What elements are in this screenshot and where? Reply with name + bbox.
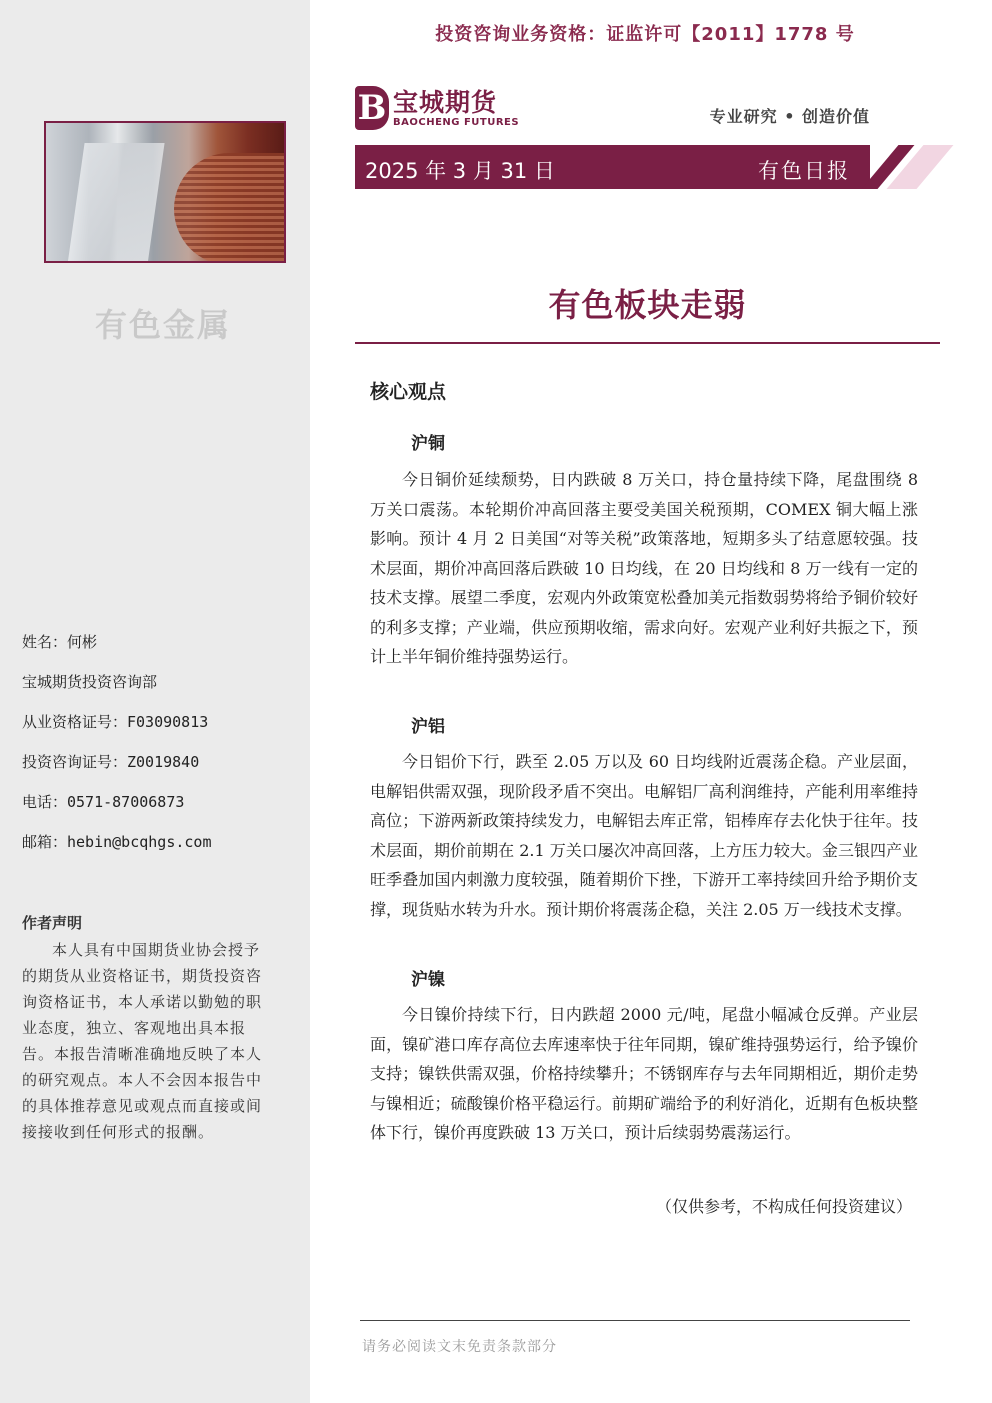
declaration-body: 本人具有中国期货业协会授予的期货从业资格证书，期货投资咨询资格证书，本人承诺以勤勉的职业态度，独立、客观地出具本报告。本报告清晰准确地反映了本人的研究观点。本人不会因本报告中的具体推荐意见或观点而直接或间接接收到任何形式的报酬。 [22, 941, 263, 1141]
analyst-phone: 电话：0571-87006873 [22, 793, 185, 811]
copper-coil-image [174, 153, 284, 263]
footer-divider [360, 1320, 910, 1321]
core-heading: 核心观点 [370, 381, 447, 403]
section-body-nickel: 今日镍价持续下行，日内跌超 2000 元/吨，尾盘小幅减仓反弹。产业层面，镍矿港口库存高位去库速率快于往年同期，镍矿维持强势运行，给予镍价支持；镍铁供需双强，价格持续攀升；不锈钢库存与去年同期相近，期价走势与镍相近；硫酸镍价格平稳运行。前期矿端给予的利好消化，近期有色板块整体下行，镍价再度跌破 13 万关口，预计后续弱势震荡运行。 [370, 1005, 918, 1142]
slogan: 专业研究 • 创造价值 [709, 107, 870, 126]
title-divider [355, 342, 940, 344]
license-line: 投资咨询业务资格：证监许可【2011】1778 号 [435, 24, 855, 45]
declaration-title: 作者声明 [22, 914, 83, 932]
section-heading-copper: 沪铜 [411, 434, 445, 454]
metal-tube-image [67, 143, 164, 263]
analyst-name: 姓名：何彬 [22, 633, 98, 651]
report-title: 有色板块走弱 [548, 286, 747, 324]
footer-note: 请务必阅读文末免责条款部分 [362, 1339, 557, 1355]
practice-license: 从业资格证号：F03090813 [22, 713, 209, 731]
logo-chinese: 宝城期货 [393, 87, 498, 117]
advisory-license: 投资咨询证号：Z0019840 [22, 753, 200, 771]
section-heading-nickel: 沪镍 [411, 970, 445, 990]
sector-title: 有色金属 [94, 306, 231, 344]
report-type: 有色日报 [758, 159, 850, 183]
logo-english: BAOCHENG FUTURES [393, 116, 520, 128]
date-banner [355, 145, 870, 189]
analyst-email[interactable]: 邮箱：hebin@bcqhgs.com [22, 833, 212, 851]
cover-photo [44, 121, 286, 263]
section-body-copper: 今日铜价延续颓势，日内跌破 8 万关口，持仓量持续下降，尾盘围绕 8 万关口震荡。本轮期价冲高回落主要受美国关税预期，COMEX 铜大幅上涨影响。预计 4 月 2 日美国“对等关税”政策落地，短期多头了结意愿较强。技术层面，期价冲高回落后跌破 10 日均线，在 20 日均线和 8 万一线有一定的技术支撑。展望二季度，宏观内外政策宽松叠加美元指数弱势将给予铜价较好的利多支撑；产业端，供应预期收缩，需求向好。宏观产业利好共振之下，预计上半年铜价维持强势运行。 [370, 470, 918, 666]
section-body-aluminum: 今日铝价下行，跌至 2.05 万以及 60 日均线附近震荡企稳。产业层面，电解铝供需双强，现阶段矛盾不突出。电解铝厂高利润维持，产能利用率维持高位；下游两新政策持续发力，电解铝去库正常，铝棒库存去化快于往年。技术层面，期价前期在 2.1 万关口屡次冲高回落，上方压力较大。金三银四产业旺季叠加国内刺激力度较强，随着期价下挫，下游开工率持续回升给予期价支撑，现货贴水转为升水。预计期价将震荡企稳，关注 2.05 万一线技术支撑。 [370, 752, 918, 919]
analyst-contact [22, 632, 212, 872]
section-heading-aluminum: 沪铝 [411, 717, 445, 737]
disclaimer: （仅供参考，不构成任何投资建议） [655, 1197, 912, 1216]
report-date: 2025 年 3 月 31 日 [365, 159, 555, 183]
logo-mark-icon: B [355, 86, 389, 130]
analyst-department: 宝城期货投资咨询部 [22, 673, 158, 691]
sidebar [0, 0, 310, 1403]
company-logo [355, 86, 519, 130]
